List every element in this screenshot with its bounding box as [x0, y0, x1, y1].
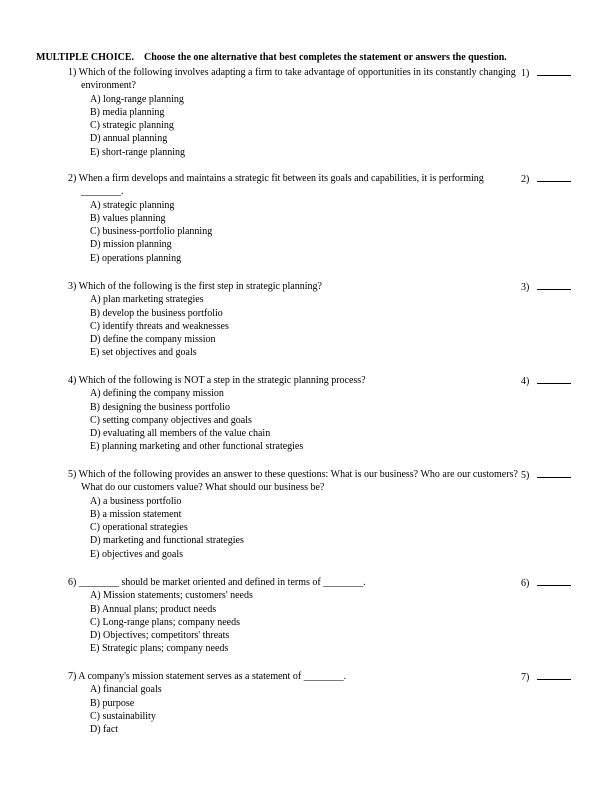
question-4 — [68, 374, 578, 454]
answer-blank[interactable] — [537, 576, 571, 586]
question-text: 1) Which of the following involves adapting a firm to take advantage of opportunities in its constantly changing environment? — [68, 67, 516, 92]
answer-number: 7) — [521, 672, 530, 683]
option-e: E) Strategic plans; company needs — [90, 643, 229, 655]
option-d: D) marketing and functional strategies — [90, 535, 244, 547]
option-d: D) Objectives; competitors' threats — [90, 630, 230, 642]
answer-blank[interactable] — [537, 280, 571, 290]
option-d: D) annual planning — [90, 133, 168, 145]
option-c: C) sustainability — [90, 710, 156, 722]
option-b: B) a mission statement — [90, 508, 182, 520]
answer-slot — [521, 670, 571, 684]
question-7 — [68, 670, 578, 736]
option-e: E) set objectives and goals — [90, 347, 197, 359]
option-e: E) short-range planning — [90, 146, 185, 158]
answer-slot — [521, 280, 571, 294]
option-b: B) media planning — [90, 106, 165, 118]
answer-blank[interactable] — [537, 66, 571, 76]
option-list — [68, 589, 578, 655]
question-text: 5) Which of the following provides an answer to these questions: What is our business? Who are our customers? What do our customers value? What should our business be? — [68, 469, 518, 494]
question-5 — [68, 468, 578, 561]
answer-number: 1) — [521, 68, 530, 79]
option-b: B) values planning — [90, 212, 166, 224]
option-e: E) objectives and goals — [90, 548, 184, 560]
section-instructions: Choose the one alternative that best completes the statement or answers the question. — [143, 52, 507, 63]
option-b: B) develop the business portfolio — [90, 307, 223, 319]
answer-blank[interactable] — [537, 468, 571, 478]
answer-number: 4) — [521, 376, 530, 387]
option-c: C) identify threats and weaknesses — [90, 320, 229, 332]
option-a: A) a business portfolio — [90, 495, 182, 507]
question-1 — [68, 66, 578, 159]
option-a: A) defining the company mission — [90, 388, 224, 400]
option-c: C) operational strategies — [90, 522, 188, 534]
option-a: A) long-range planning — [90, 93, 184, 105]
option-list — [68, 293, 578, 359]
section-title: MULTIPLE CHOICE. — [36, 52, 134, 63]
option-list — [68, 199, 578, 265]
answer-blank[interactable] — [537, 670, 571, 680]
question-6 — [68, 576, 578, 656]
option-d: D) fact — [90, 724, 119, 736]
question-text: 6) ________ should be market oriented and defined in terms of ________. — [68, 577, 366, 588]
answer-number: 2) — [521, 174, 530, 185]
option-c: C) setting company objectives and goals — [90, 414, 252, 426]
option-list — [68, 93, 578, 159]
option-list — [68, 495, 578, 561]
question-2 — [68, 172, 578, 265]
option-a: A) Mission statements; customers' needs — [90, 590, 253, 602]
option-c: C) business-portfolio planning — [90, 226, 213, 238]
option-a: A) plan marketing strategies — [90, 294, 204, 306]
answer-number: 5) — [521, 470, 530, 481]
answer-blank[interactable] — [537, 172, 571, 182]
option-c: C) strategic planning — [90, 120, 174, 132]
option-d: D) mission planning — [90, 239, 172, 251]
section-header — [36, 52, 576, 63]
answer-blank[interactable] — [537, 374, 571, 384]
option-b: B) Annual plans; product needs — [90, 603, 217, 615]
answer-slot — [521, 66, 571, 80]
option-b: B) purpose — [90, 697, 135, 709]
answer-slot — [521, 172, 571, 186]
option-a: A) strategic planning — [90, 199, 175, 211]
option-list — [68, 683, 578, 736]
option-e: E) planning marketing and other functional strategies — [90, 441, 304, 453]
question-3 — [68, 280, 578, 360]
answer-slot — [521, 374, 571, 388]
option-d: D) evaluating all members of the value chain — [90, 428, 271, 440]
option-e: E) operations planning — [90, 252, 182, 264]
option-b: B) designing the business portfolio — [90, 401, 230, 413]
answer-slot — [521, 468, 571, 482]
option-list — [68, 387, 578, 453]
question-text: 4) Which of the following is NOT a step in the strategic planning process? — [68, 375, 366, 386]
option-d: D) define the company mission — [90, 334, 216, 346]
answer-number: 3) — [521, 282, 530, 293]
option-c: C) Long-range plans; company needs — [90, 616, 240, 628]
answer-slot — [521, 576, 571, 590]
option-a: A) financial goals — [90, 684, 162, 696]
question-text: 2) When a firm develops and maintains a strategic fit between its goals and capabilities, it is performing ________. — [68, 173, 484, 198]
answer-number: 6) — [521, 578, 530, 589]
question-text: 3) Which of the following is the first step in strategic planning? — [68, 281, 322, 292]
question-text: 7) A company's mission statement serves as a statement of ________. — [68, 671, 347, 682]
